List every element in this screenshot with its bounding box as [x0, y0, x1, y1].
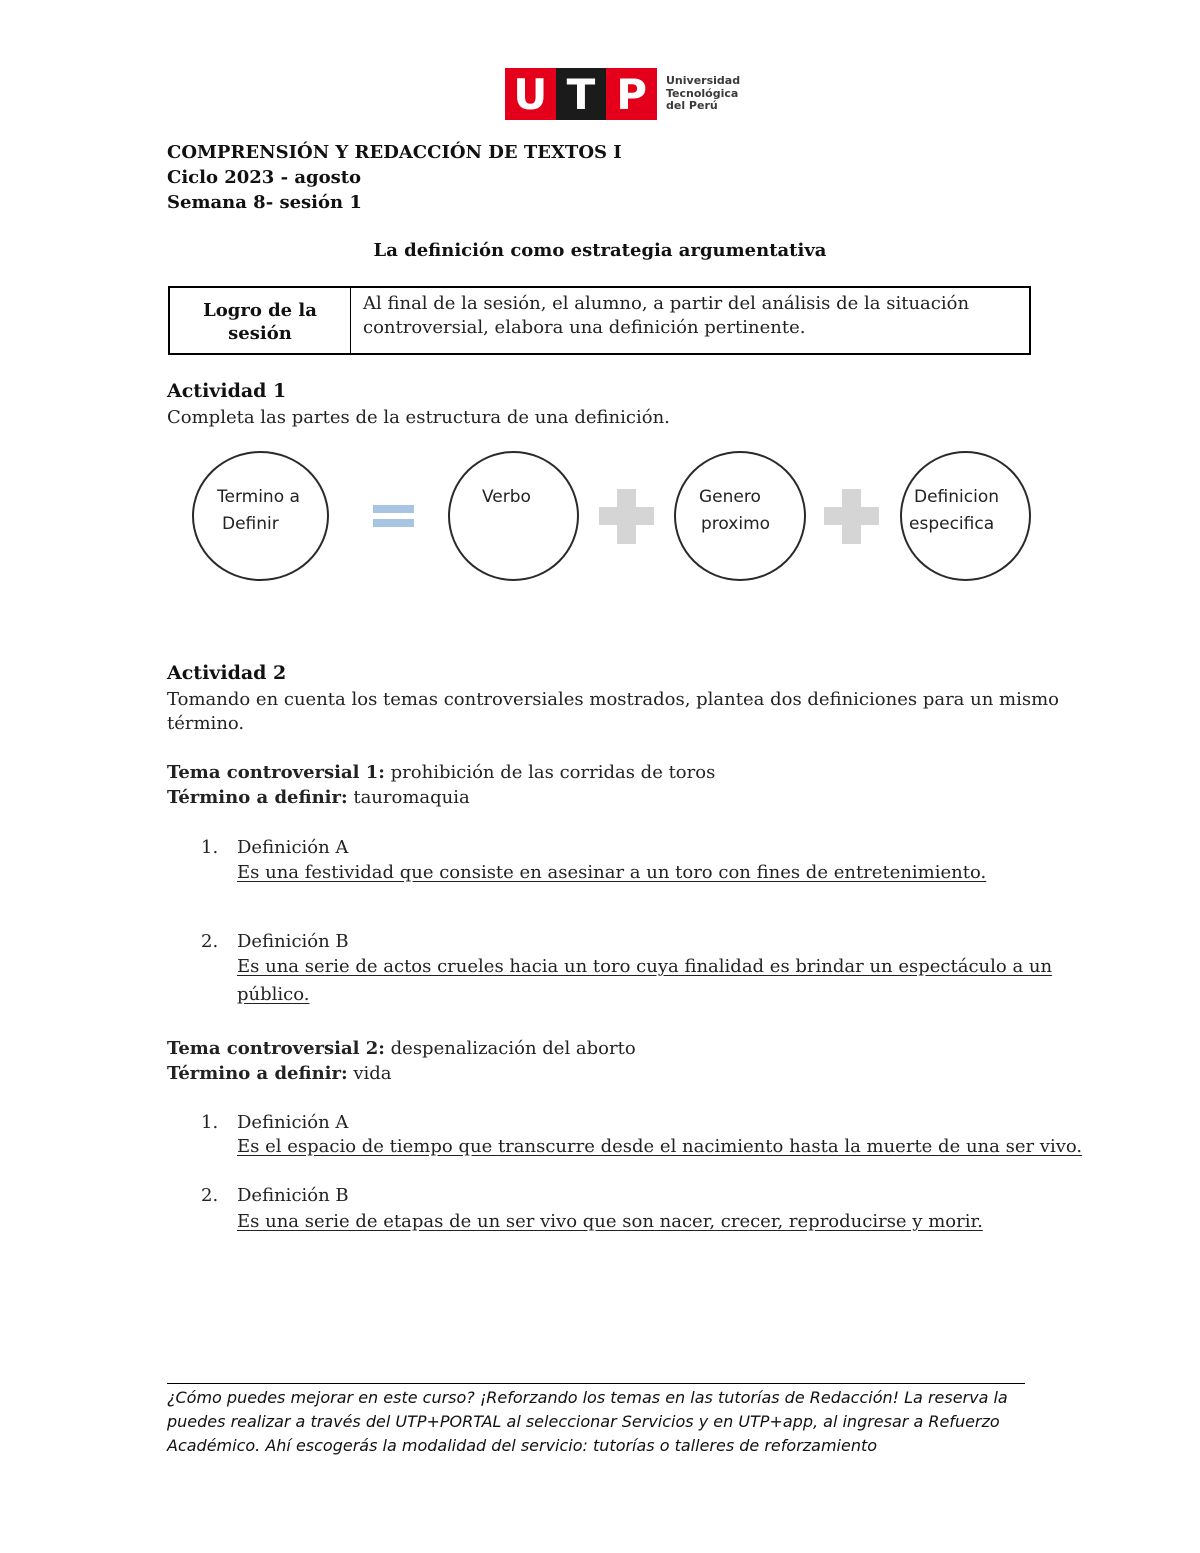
topic1-def-b-text-line1: Es una serie de actos crueles hacia un toro cuya finalidad es brindar un espectáculo a un	[237, 956, 1053, 977]
topic2-def-a-text: Es el espacio de tiempo que transcurre desde el nacimiento hasta la muerte de una ser vivo.	[237, 1136, 1083, 1157]
footer-line3: Académico. Ahí escogerás la modalidad del servicio: tutorías o talleres de reforzamiento	[167, 1436, 878, 1455]
activity2-heading: Actividad 2	[167, 662, 287, 684]
logo-text-line1: Universidad	[666, 74, 741, 88]
circle-difference-line2: especifica	[909, 514, 995, 534]
topic2-def-a-number: 1.	[201, 1112, 219, 1133]
goal-text-cell	[351, 288, 1029, 353]
activity1-heading: Actividad 1	[167, 380, 287, 402]
cycle-label: Ciclo 2023 - agosto	[167, 167, 362, 188]
topic1-def-b-title: Definición B	[237, 931, 349, 952]
goal-label-cell	[170, 288, 351, 353]
topic1-term-line	[167, 786, 470, 810]
footer-line1: ¿Cómo puedes mejorar en este curso? ¡Reforzando los temas en las tutorías de Redacción! La reserva la	[167, 1388, 1008, 1407]
course-title: COMPRENSIÓN Y REDACCIÓN DE TEXTOS I	[167, 142, 622, 163]
activity2-instruction-line2: término.	[167, 713, 245, 734]
week-label: Semana 8- sesión 1	[167, 192, 362, 213]
utp-logo	[505, 68, 740, 120]
diagram-circle-verb	[448, 451, 579, 581]
goal-table	[168, 286, 1031, 355]
topic2-term-label: Término a definir:	[167, 1063, 348, 1084]
topic2-term-value: vida	[347, 1063, 392, 1084]
plus-icon-1-v	[617, 489, 636, 544]
circle-genus-line1: Genero	[699, 487, 761, 507]
goal-label-line1: Logro de la	[203, 299, 317, 321]
topic1-def-a-text: Es una festividad que consiste en asesinar a un toro con fines de entretenimiento.	[237, 862, 987, 883]
circle-term-line2: Definir	[222, 514, 279, 534]
footer-note	[167, 1386, 1027, 1458]
diagram-circle-genus	[674, 451, 806, 581]
topic1-def-b-number: 2.	[201, 931, 219, 952]
plus-icon-2-v	[842, 489, 861, 544]
logo-letter-t: T	[556, 68, 607, 120]
topic1-label: Tema controversial 1:	[167, 762, 385, 783]
goal-text-line1: Al final de la sesión, el alumno, a partir del análisis de la situación	[363, 293, 970, 314]
equals-icon-top	[373, 505, 414, 513]
footer-divider	[167, 1383, 1025, 1384]
topic2-def-b-number: 2.	[201, 1185, 219, 1206]
logo-wordmark	[666, 75, 740, 113]
footer-line2: puedes realizar a través del UTP+PORTAL al seleccionar Servicios y en UTP+app, al ingresar a Refuerzo	[167, 1412, 1000, 1431]
diagram-circle-term	[192, 451, 329, 581]
topic1-value: prohibición de las corridas de toros	[384, 762, 716, 783]
logo-text-line2: Tecnológica	[666, 86, 739, 100]
topic1-def-b-text-line2: público.	[237, 984, 310, 1005]
topic2-line	[167, 1037, 636, 1061]
page-title: La definición como estrategia argumentativa	[373, 240, 827, 261]
logo-letter-p: P	[606, 68, 657, 120]
logo-letter-u: U	[505, 68, 556, 120]
topic2-def-b-title: Definición B	[237, 1185, 349, 1206]
activity1-instruction: Completa las partes de la estructura de una definición.	[167, 407, 670, 428]
circle-verb-line1: Verbo	[482, 487, 531, 507]
circle-term-line1: Termino a	[217, 487, 300, 507]
equals-icon-bottom	[373, 519, 414, 527]
topic2-def-b-text: Es una serie de etapas de un ser vivo que son nacer, crecer, reproducirse y morir.	[237, 1211, 983, 1232]
topic2-def-a-title: Definición A	[237, 1112, 349, 1133]
circle-genus-line2: proximo	[701, 514, 771, 534]
circle-difference-line1: Definicion	[914, 487, 999, 507]
topic2-value: despenalización del aborto	[384, 1038, 636, 1059]
topic1-term-value: tauromaquia	[347, 787, 470, 808]
utp-logo-mark	[505, 68, 657, 120]
topic1-def-a-title: Definición A	[237, 837, 349, 858]
goal-label-line2: sesión	[228, 322, 292, 344]
diagram-circle-difference	[900, 451, 1031, 581]
topic1-def-a-number: 1.	[201, 837, 219, 858]
topic1-term-label: Término a definir:	[167, 787, 348, 808]
logo-text-line3: del Perú	[666, 99, 718, 113]
topic2-label: Tema controversial 2:	[167, 1038, 385, 1059]
goal-text-line2: controversial, elabora una definición pertinente.	[363, 317, 806, 338]
activity2-instruction-line1: Tomando en cuenta los temas controversiales mostrados, plantea dos definiciones para un mismo	[167, 689, 1060, 710]
topic1-line	[167, 761, 715, 785]
topic2-term-line	[167, 1062, 392, 1086]
